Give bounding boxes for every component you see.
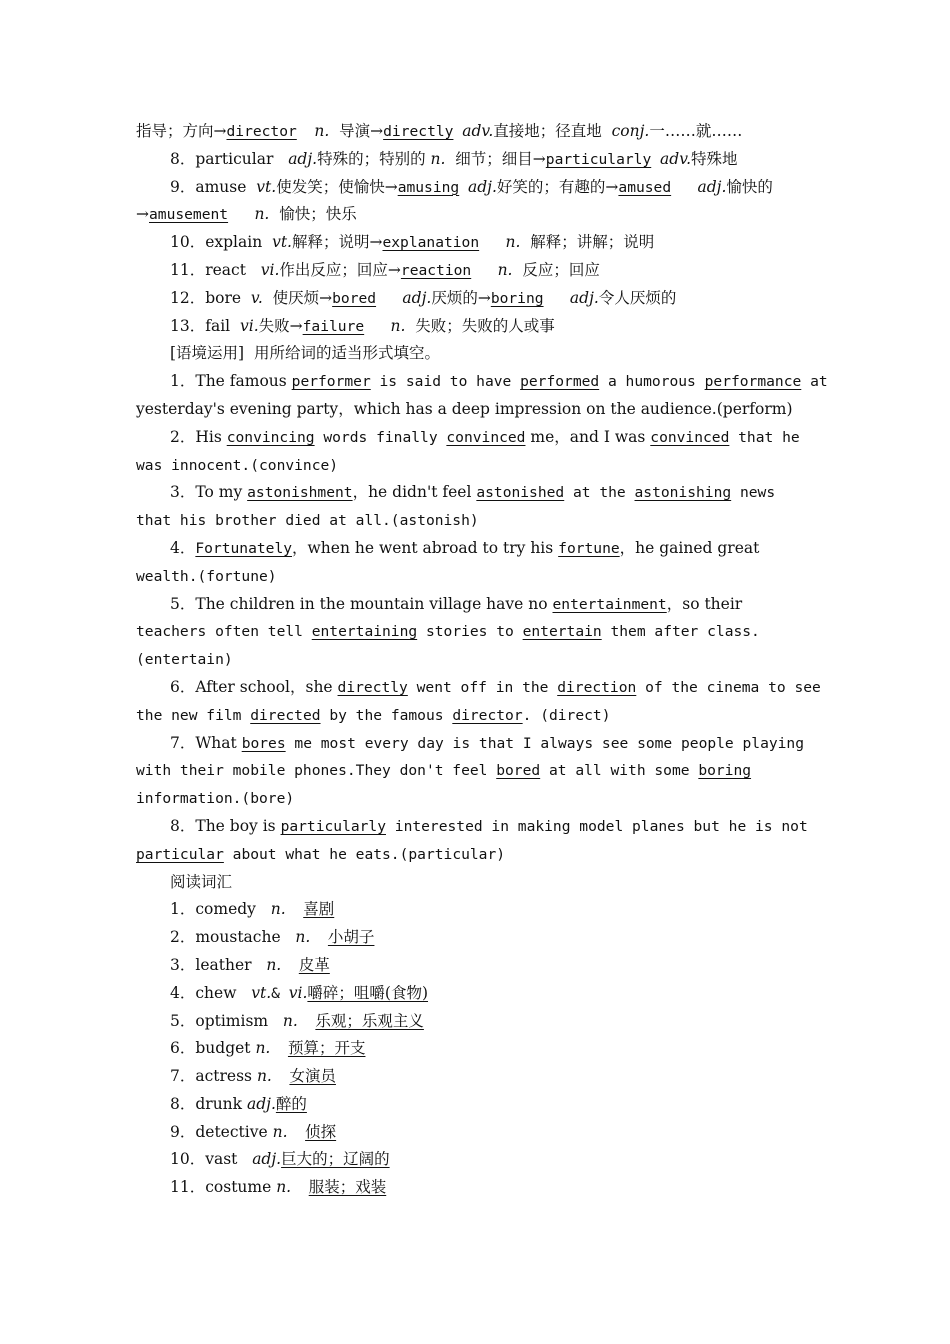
part-of-speech: n. [256,1067,272,1086]
line-text: 导演→ [329,122,384,140]
part-of-speech: v. [250,288,263,307]
text-line [0,785,950,813]
line-text: 1．The famous [170,372,292,391]
part-of-speech: vi. [288,983,308,1002]
line-text: 好笑的；有趣的→ [496,177,619,196]
part-of-speech: n. [282,1011,298,1030]
part-of-speech: n. [430,149,446,168]
answer-text: Fortunately [195,539,293,557]
text-line [0,757,950,785]
text-line [0,924,950,952]
line-text: ，he gained great [619,538,760,557]
text-line [0,952,950,980]
text-line [0,424,950,452]
answer-text: director [452,706,523,724]
line-text: 7．What [170,733,242,752]
line-text: 阅读词汇 [170,872,233,891]
line-text [291,1179,309,1196]
text-line [0,702,950,730]
part-of-speech: adv. [660,149,692,168]
answer-text: particular [136,845,224,863]
line-text: 愉快；快乐 [269,205,357,224]
line-text: 9．detective [170,1122,273,1141]
line-text: 12．bore [170,288,251,307]
line-text: 愉快的 [726,177,773,196]
line-text: ，he didn't feel [352,483,477,502]
answer-text: fortune [558,539,620,557]
line-text: was innocent.(convince) [136,456,339,474]
line-text: about what he eats.(particular) [223,845,506,863]
line-text: yesterday's evening party，which has a deep impression on the audience.(perform) [136,399,793,418]
line-text: 2．moustache [170,928,296,947]
part-of-speech: vt. [272,233,292,252]
answer-text: boring [490,289,544,307]
text-line [0,368,950,396]
part-of-speech: vi. [239,316,259,335]
line-text [671,179,697,196]
text-line [0,313,950,341]
answer-text: directly [337,678,408,696]
answer-text: performed [520,373,600,391]
line-text: 10．vast [170,1150,253,1169]
line-text: 4． [170,538,196,557]
text-line [0,646,950,674]
part-of-speech: adj. [468,177,497,196]
answer-text: boring [698,762,752,780]
line-text [297,123,315,140]
line-text: me，and I was [525,427,651,446]
text-line [0,730,950,758]
text-line [0,1091,950,1119]
answer-text: amusement [149,206,229,224]
line-text: is said to have [370,373,521,391]
answer-text: convincing [226,428,315,446]
line-text: 使厌烦→ [262,288,333,307]
answer-text: entertaining [311,623,418,641]
answer-text: 小胡子 [327,928,375,947]
line-text: 8．drunk [170,1094,247,1113]
line-text: 细节；细目→ [445,149,546,168]
line-text: with their mobile phones.They don't feel [136,762,497,780]
answer-text: convinced [650,428,730,446]
line-text: by the famous [320,706,453,724]
line-text: 特殊的；特别的 [317,149,431,168]
answer-text: director [226,123,297,140]
text-line [0,118,950,146]
line-text [544,290,570,307]
part-of-speech: n. [505,233,521,252]
line-text: 解释；说明→ [291,233,383,252]
answer-text: 醉的 [275,1094,307,1113]
line-text: teachers often tell [136,623,312,641]
line-text: words finally [314,428,447,446]
line-text: 13．fail [170,316,240,335]
answer-text: 乐观；乐观主义 [315,1011,424,1030]
line-text: news [731,484,776,502]
text-line [0,396,950,424]
answer-text: astonished [476,484,565,502]
answer-text: entertain [522,623,602,641]
text-line [0,563,950,591]
line-text: 直接地；径直地 [493,122,612,140]
text-line [0,841,950,869]
text-line [0,1119,950,1147]
part-of-speech: vt. [251,983,272,1002]
line-text: (entertain) [136,651,233,669]
line-text: at all with some [540,762,699,780]
text-line [0,618,950,646]
line-text: the new film [136,706,251,724]
line-text: 反应；回应 [512,260,600,279]
line-text: stories to [417,623,523,641]
text-line [0,980,950,1008]
text-line [0,1146,950,1174]
line-text: ，so their [666,594,743,613]
line-text: interested in making model planes but he is not [386,817,808,835]
text-line [0,507,950,535]
answer-text: particularly [545,150,652,168]
answer-text: particularly [280,817,386,835]
text-line [0,813,950,841]
answer-text: 嚼碎；咀嚼(食物) [307,983,429,1002]
text-line [0,1174,950,1202]
text-line [0,174,950,202]
line-text [310,929,328,946]
line-text: information.(bore) [136,790,295,808]
part-of-speech: adj. [402,288,432,307]
part-of-speech: n. [295,928,311,947]
answer-text: convinced [446,428,526,446]
text-line [0,146,950,174]
line-text [281,957,299,974]
line-text: 使发笑；使愉快→ [276,177,398,196]
answer-text: 皮革 [298,955,330,974]
line-text: 8．particular [170,149,289,168]
answer-text: bores [241,734,286,752]
line-text [288,1124,306,1141]
text-line [0,591,950,619]
answer-text: 女演员 [289,1067,336,1086]
part-of-speech: n. [270,900,286,919]
text-line [0,896,950,924]
text-line [0,1035,950,1063]
answer-text: failure [302,317,365,335]
line-text: 4．chew [170,983,252,1002]
answer-text: explanation [382,234,480,252]
line-text: [语境运用] 用所给词的适当形式填空。 [170,344,440,363]
line-text: that he [729,428,800,446]
line-text: them after class. [601,623,760,641]
line-text: at the [564,484,635,502]
line-text: & [271,984,289,1002]
text-line [0,1063,950,1091]
answer-text: astonishing [634,484,732,502]
answer-text: amused [618,178,672,196]
line-text [272,1068,290,1085]
part-of-speech: adj. [697,177,727,196]
line-text [228,206,254,223]
text-line [0,201,950,229]
line-text: 一……就…… [649,122,743,140]
line-text: ，when he went abroad to try his [292,538,559,557]
part-of-speech: n. [314,122,330,140]
line-text: 失败；失败的人或事 [405,316,555,335]
line-text: 特殊地 [691,149,738,168]
answer-text: 喜剧 [303,900,335,919]
answer-text: direction [557,678,637,696]
answer-text: entertainment [552,595,667,613]
part-of-speech: conj. [611,122,650,140]
line-text: that his brother died at all.(astonish) [136,512,479,530]
line-text [651,151,660,168]
line-text: of the cinema to see [636,678,821,696]
answer-text: performer [291,373,371,391]
answer-text: directed [250,706,321,724]
text-line [0,869,950,897]
line-text [270,1040,288,1057]
part-of-speech: vi. [260,260,280,279]
line-text: 5．The children in the mountain village have no [170,594,553,613]
line-text: 3．To my [170,483,248,502]
line-text: 6．After school，she [170,677,338,696]
line-text: a humorous [599,373,705,391]
part-of-speech: n. [254,205,270,224]
line-text [471,262,497,279]
answer-text: directly [383,123,454,140]
answer-text: astonishment [247,484,353,502]
part-of-speech: adv. [462,122,494,140]
answer-text: 服装；戏装 [308,1178,387,1197]
line-text [453,123,462,140]
line-text [364,318,390,335]
line-text [298,1013,316,1030]
text-line [0,340,950,368]
line-text: me most every day is that I always see some people playing [285,734,805,752]
line-text: . (direct) [522,706,611,724]
document-page [0,118,950,1202]
text-line [0,674,950,702]
answer-text: amusing [397,178,460,196]
answer-text: reaction [400,261,472,279]
line-text: 10．explain [170,233,273,252]
line-text: 2．His [170,427,227,446]
part-of-speech: n. [255,1039,271,1058]
text-line [0,535,950,563]
answer-text: 侦探 [305,1122,337,1141]
line-text: 9．amuse [170,177,257,196]
part-of-speech: n. [276,1178,292,1197]
line-text: 7．actress [170,1067,257,1086]
line-text: 11．costume [170,1178,277,1197]
part-of-speech: n. [272,1122,288,1141]
part-of-speech: adj. [252,1150,282,1169]
line-text [459,179,468,196]
part-of-speech: n. [266,955,282,974]
part-of-speech: adj. [288,149,318,168]
line-text: 失败→ [258,316,303,335]
line-text: 5．optimism [170,1011,283,1030]
answer-text: bored [496,762,541,780]
answer-text: bored [332,289,377,307]
line-text [286,901,304,918]
part-of-speech: adj. [246,1094,276,1113]
line-text: 厌烦的→ [431,288,491,307]
line-text: went off in the [407,678,558,696]
text-line [0,1008,950,1036]
answer-text: 预算；开支 [287,1039,366,1058]
answer-text: performance [704,373,802,391]
part-of-speech: n. [390,316,406,335]
line-text [479,234,505,251]
text-line [0,452,950,480]
part-of-speech: n. [497,260,513,279]
line-text: 指导；方向→ [136,122,227,140]
line-text: → [136,205,149,224]
line-text: 6．budget [170,1039,256,1058]
answer-text: 巨大的；辽阔的 [281,1150,390,1169]
line-text: 11．react [170,260,261,279]
text-line [0,479,950,507]
line-text: at [801,373,828,391]
line-text: 令人厌烦的 [598,288,677,307]
text-line [0,257,950,285]
part-of-speech: vt. [256,177,277,196]
line-text: 3．leather [170,955,267,974]
text-line [0,229,950,257]
text-line [0,285,950,313]
line-text: 1．comedy [170,900,271,919]
line-text [376,290,402,307]
line-text: wealth.(fortune) [136,567,277,585]
part-of-speech: adj. [569,288,599,307]
line-text: 8．The boy is [170,816,281,835]
line-text: 作出反应；回应→ [279,260,401,279]
line-text: 解释；讲解；说明 [520,233,655,252]
